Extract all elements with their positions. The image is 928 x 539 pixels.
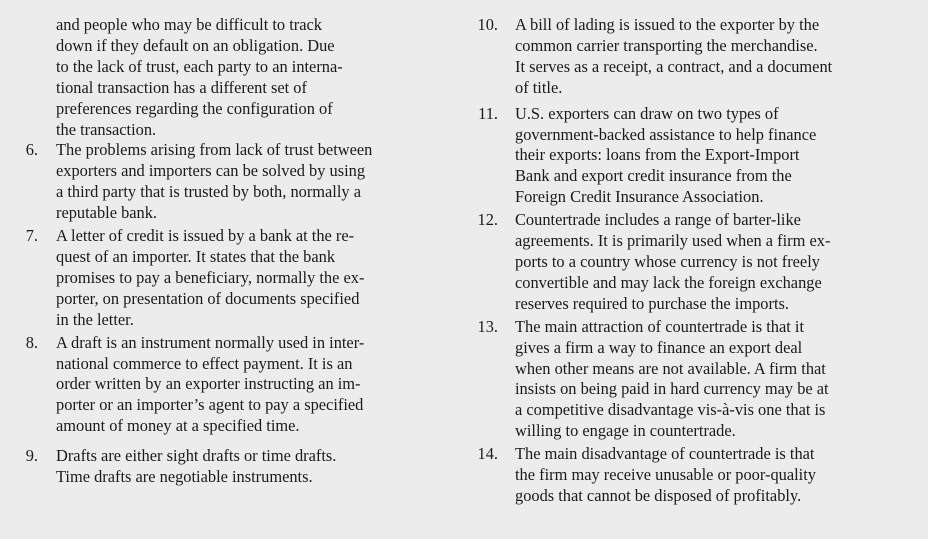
text-line: goods that cannot be disposed of profitably. <box>515 485 802 505</box>
list-item-14 <box>468 444 888 507</box>
list-item-13 <box>468 317 888 442</box>
text-line: down if they default on an obligation. Due <box>56 35 335 55</box>
item-number: 6. <box>25 140 38 160</box>
item-number: 8. <box>25 332 38 352</box>
text-line: It serves as a receipt, a contract, and a document <box>515 56 833 76</box>
text-line: gives a firm a way to finance an export deal <box>515 337 803 357</box>
text-line: A letter of credit is issued by a bank at the re- <box>56 226 355 246</box>
text-line: U.S. exporters can draw on two types of <box>515 103 779 123</box>
text-line: exporters and importers can be solved by using <box>56 161 366 181</box>
text-line: ports to a country whose currency is not freely <box>515 251 820 271</box>
text-line: the firm may receive unusable or poor-quality <box>515 465 816 485</box>
text-line: Foreign Credit Insurance Association. <box>515 187 764 207</box>
item-number: 13. <box>477 316 498 336</box>
text-line: Drafts are either sight drafts or time drafts. <box>56 446 337 466</box>
text-line: the transaction. <box>56 119 157 139</box>
item-number: 11. <box>478 103 498 123</box>
text-line: porter, on presentation of documents specified <box>56 288 360 308</box>
list-item-11 <box>468 104 888 209</box>
item-number: 7. <box>25 226 38 246</box>
text-line: amount of money at a specified time. <box>56 416 300 436</box>
text-line: porter or an importer’s agent to pay a specified <box>56 395 364 415</box>
text-line: Bank and export credit insurance from the <box>515 166 792 186</box>
text-line: The problems arising from lack of trust between <box>56 140 373 160</box>
list-item-8 <box>20 333 425 438</box>
text-line: Time drafts are negotiable instruments. <box>56 467 313 487</box>
text-line: agreements. It is primarily used when a firm ex- <box>515 231 831 251</box>
text-line: convertible and may lack the foreign exchange <box>515 272 822 292</box>
item-number: 14. <box>477 444 498 464</box>
text-line: common carrier transporting the merchandise. <box>515 35 818 55</box>
text-line: government-backed assistance to help finance <box>515 124 817 144</box>
text-line: reserves required to purchase the imports. <box>515 293 789 313</box>
list-item-continued <box>20 15 425 140</box>
text-line: A bill of lading is issued to the exporter by the <box>515 15 820 34</box>
text-line: The main disadvantage of countertrade is that <box>515 444 815 464</box>
text-line: and people who may be difficult to track <box>56 15 322 34</box>
list-item-7 <box>20 226 425 331</box>
text-line: insists on being paid in hard currency may be at <box>515 379 829 399</box>
text-line: Countertrade includes a range of barter-like <box>515 210 801 230</box>
text-line: their exports: loans from the Export-Import <box>515 145 800 165</box>
text-line: a competitive disadvantage vis-à-vis one that is <box>515 400 826 420</box>
text-line: a third party that is trusted by both, normally a <box>56 182 361 202</box>
right-column <box>468 15 888 507</box>
list-item-12 <box>468 210 888 315</box>
text-line: willing to engage in countertrade. <box>515 421 736 441</box>
list-item-9 <box>20 446 425 488</box>
text-line: order written by an exporter instructing an im- <box>56 374 361 394</box>
item-number: 12. <box>477 210 498 230</box>
text-line: of title. <box>515 77 563 97</box>
text-line: A draft is an instrument normally used in inter- <box>56 332 365 352</box>
text-line: preferences regarding the configuration of <box>56 98 333 118</box>
item-number: 9. <box>25 446 38 466</box>
text-line: The main attraction of countertrade is that it <box>515 316 805 336</box>
text-line: quest of an importer. It states that the bank <box>56 246 336 266</box>
text-line: reputable bank. <box>56 203 158 223</box>
list-item-10 <box>468 15 888 99</box>
text-line: in the letter. <box>56 309 134 329</box>
left-column <box>20 15 425 488</box>
text-line: tional transaction has a different set of <box>56 77 307 97</box>
text-line: when other means are not available. A firm that <box>515 358 826 378</box>
item-number: 10. <box>477 15 498 34</box>
text-line: national commerce to effect payment. It is an <box>56 353 353 373</box>
text-line: to the lack of trust, each party to an interna- <box>56 56 343 76</box>
text-line: promises to pay a beneficiary, normally the ex- <box>56 267 365 287</box>
list-item-6 <box>20 140 425 224</box>
